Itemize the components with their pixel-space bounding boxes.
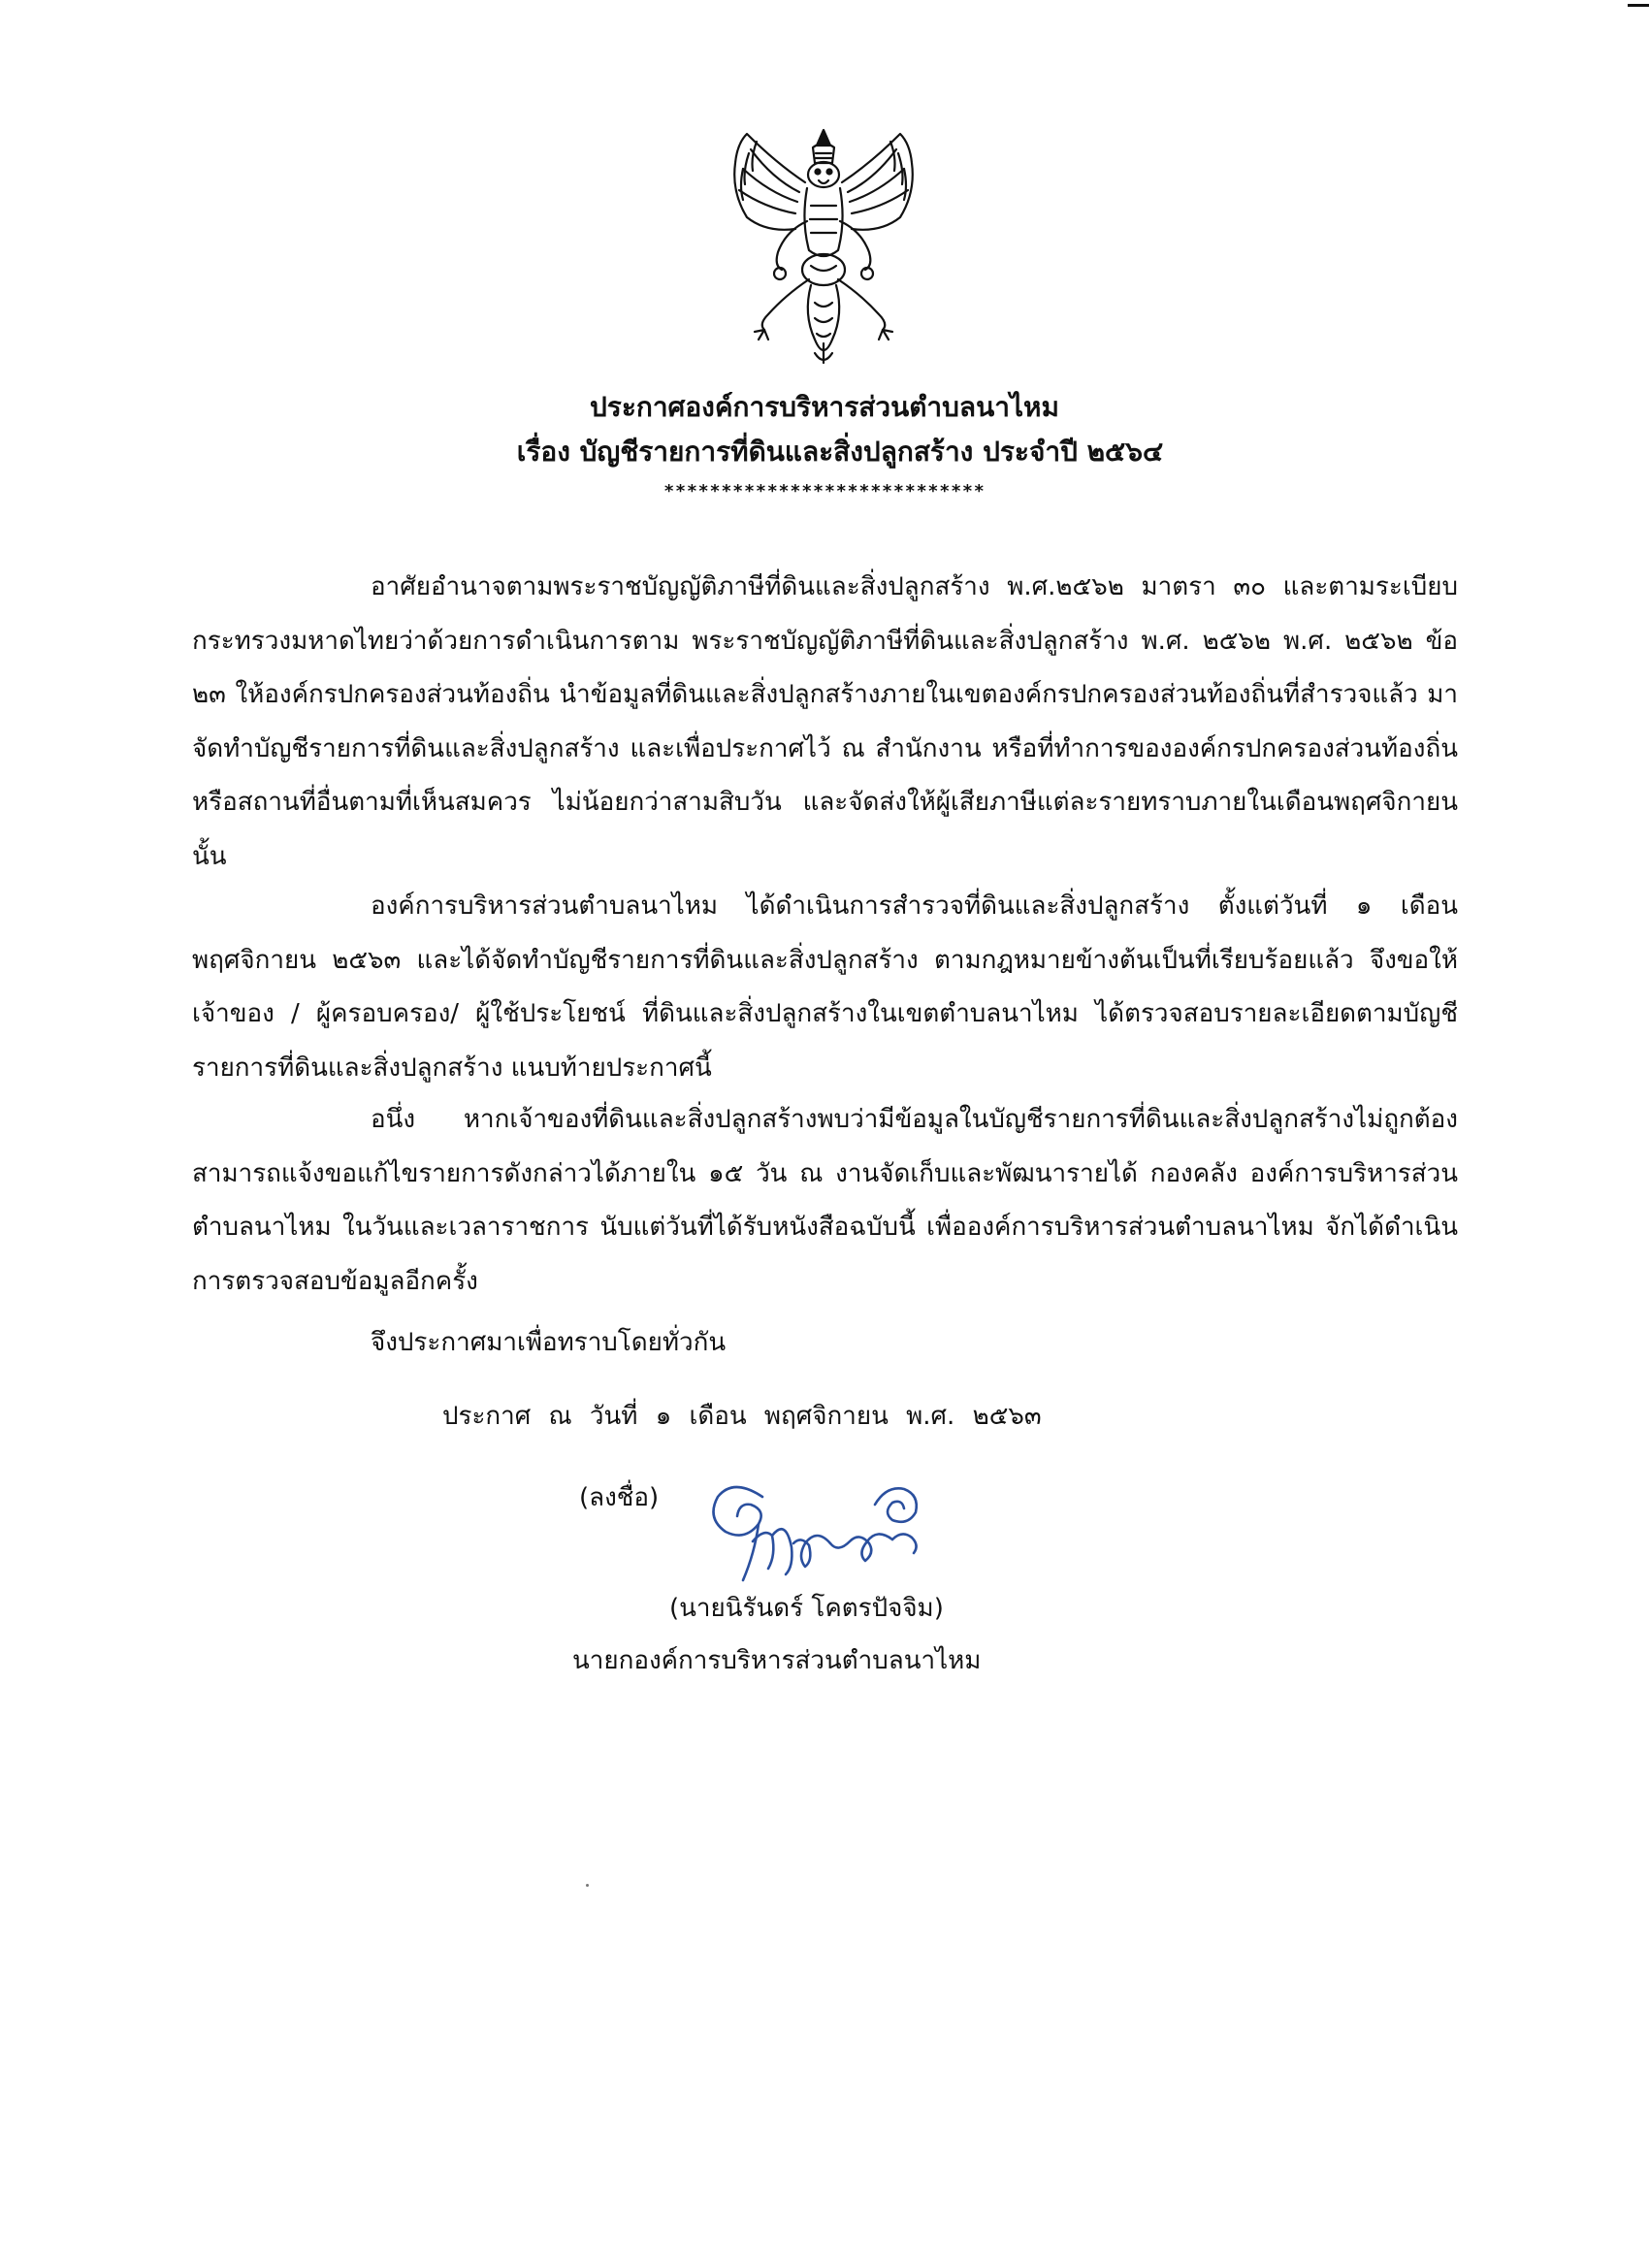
signer-name: (นายนิรันดร์ โคตรปัจจิม) [669,1594,944,1623]
announcement-title: ประกาศองค์การบริหารส่วนตำบลนาไหม [590,391,1059,423]
sign-label: (ลงชื่อ) [579,1483,660,1512]
announcement-date: ประกาศ ณ วันที่ ๑ เดือน พฤศจิกายน พ.ศ. ๒๕๖๓ [442,1402,1042,1431]
title-separator: **************************** [663,481,986,502]
announcement-subject: เรื่อง บัญชีรายการที่ดินและสิ่งปลูกสร้าง ประจำปี ๒๕๖๔ [516,436,1164,468]
paragraph-survey: องค์การบริหารส่วนตำบลนาไหม ได้ดำเนินการสำรวจที่ดินและสิ่งปลูกสร้าง ตั้งแต่วันที่ ๑ เดือนพฤศจิกายน ๒๕๖๓ และได้จัดทำบัญชีรายการที่ดินและสิ่งปลูกสร้าง ตามกฎหมายข้างต้นเป็นที่เรียบร้อยแล้ว จึงขอให้ เจ้าของ / ผู้ครอบครอง/ ผู้ใช้ประโยชน์ ที่ดินและสิ่งปลูกสร้างในเขตตำบลนาไหม ได้ตรวจสอบรายละเอียดตามบัญชีรายการที่ดินและสิ่งปลูกสร้าง แนบท้ายประกาศนี้ [192,891,1458,1083]
paragraph-authority: อาศัยอำนาจตามพระราชบัญญัติภาษีที่ดินและสิ่งปลูกสร้าง พ.ศ.๒๕๖๒ มาตรา ๓๐ และตามระเบียบกระทรวงมหาดไทยว่าด้วยการดำเนินการตาม พระราชบัญญัติภาษีที่ดินและสิ่งปลูกสร้าง พ.ศ. ๒๕๖๒ พ.ศ. ๒๕๖๒ ข้อ ๒๓ ให้องค์กรปกครองส่วนท้องถิ่น นำข้อมูลที่ดินและสิ่งปลูกสร้างภายในเขตองค์กรปกครองส่วนท้องถิ่นที่สำรวจแล้ว มาจัดทำบัญชีรายการที่ดินและสิ่งปลูกสร้าง และเพื่อประกาศไว้ ณ สำนักงาน หรือที่ทำการขององค์กรปกครองส่วนท้องถิ่น หรือสถานที่อื่นตามที่เห็นสมควร ไม่น้อยกว่าสามสิบวัน และจัดส่งให้ผู้เสียภาษีแต่ละรายทราบภายในเดือนพฤศจิกายน นั้น [192,572,1458,871]
scan-edge-mark [1628,4,1649,7]
garuda-emblem [718,124,929,369]
paragraph-correction: อนึ่ง หากเจ้าของที่ดินและสิ่งปลูกสร้างพบว่ามีข้อมูลในบัญชีรายการที่ดินและสิ่งปลูกสร้างไม่ถูกต้อง สามารถแจ้งขอแก้ไขรายการดังกล่าวได้ภายใน ๑๕ วัน ณ งานจัดเก็บและพัฒนารายได้ กองคลัง องค์การบริหารส่วนตำบลนาไหม ในวันและเวลาราชการ นับแต่วันที่ได้รับหนังสือฉบับนี้ เพื่อองค์การบริหารส่วนตำบลนาไหม จักได้ดำเนินการตรวจสอบข้อมูลอีกครั้ง [192,1105,1458,1296]
closing-statement: จึงประกาศมาเพื่อทราบโดยทั่วกัน [371,1328,727,1357]
scan-speck [586,1884,589,1887]
signer-position: นายกองค์การบริหารส่วนตำบลนาไหม [572,1646,982,1675]
handwritten-signature [704,1460,929,1596]
